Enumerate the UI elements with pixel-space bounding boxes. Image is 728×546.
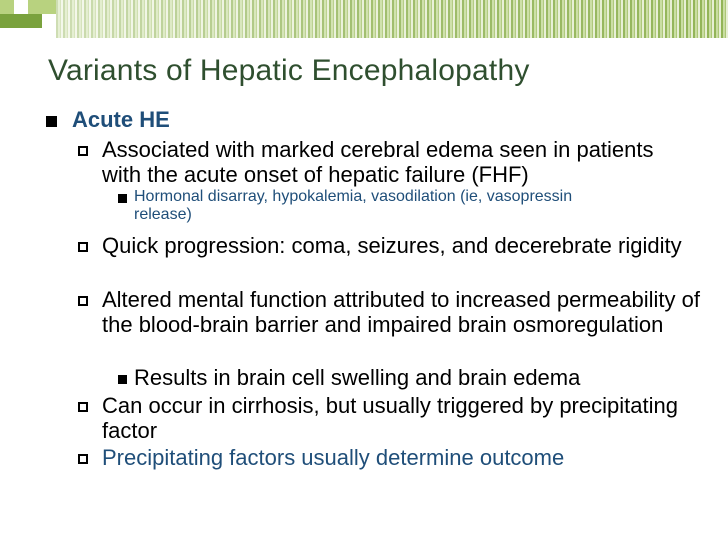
bullet-text-level3: Hormonal disarray, hypokalemia, vasodilation (ie, vasopressin release) xyxy=(134,188,573,223)
hollow-square-bullet-icon xyxy=(78,242,88,252)
logo-square xyxy=(28,14,42,28)
slide-title: Variants of Hepatic Encephalopathy xyxy=(48,54,530,87)
square-bullet-icon xyxy=(46,116,57,127)
logo-square xyxy=(42,0,56,14)
hollow-square-bullet-icon xyxy=(78,296,88,306)
logo-square xyxy=(0,14,14,28)
bullet-text-level1: Acute HE xyxy=(72,107,170,132)
hollow-square-bullet-icon xyxy=(78,402,88,412)
small-square-bullet-icon xyxy=(118,194,127,203)
logo-squares xyxy=(0,0,60,38)
bullet-text-level2: Precipitating factors usually determine outcome xyxy=(102,445,565,470)
hollow-square-bullet-icon xyxy=(78,146,88,156)
top-band xyxy=(0,0,728,38)
logo-square xyxy=(14,0,28,14)
logo-square xyxy=(42,14,56,28)
bullet-text-level3: Results in brain cell swelling and brain edema xyxy=(134,365,581,390)
small-square-bullet-icon xyxy=(118,375,127,384)
logo-square xyxy=(28,0,42,14)
hollow-square-bullet-icon xyxy=(78,454,88,464)
bullet-text-level2: Associated with marked cerebral edema seen in patients with the acute onset of hepatic failure (FHF) xyxy=(102,137,654,187)
bullet-text-level2: Can occur in cirrhosis, but usually triggered by precipitating factor xyxy=(102,393,678,443)
bullet-text-level2: Quick progression: coma, seizures, and decerebrate rigidity xyxy=(102,233,682,258)
stripe-fade xyxy=(56,0,728,38)
logo-square xyxy=(0,0,14,14)
bullet-text-level2: Altered mental function attributed to increased permeability of the blood-brain barrier and impaired brain osmoregulation xyxy=(102,287,700,337)
logo-square xyxy=(14,14,28,28)
